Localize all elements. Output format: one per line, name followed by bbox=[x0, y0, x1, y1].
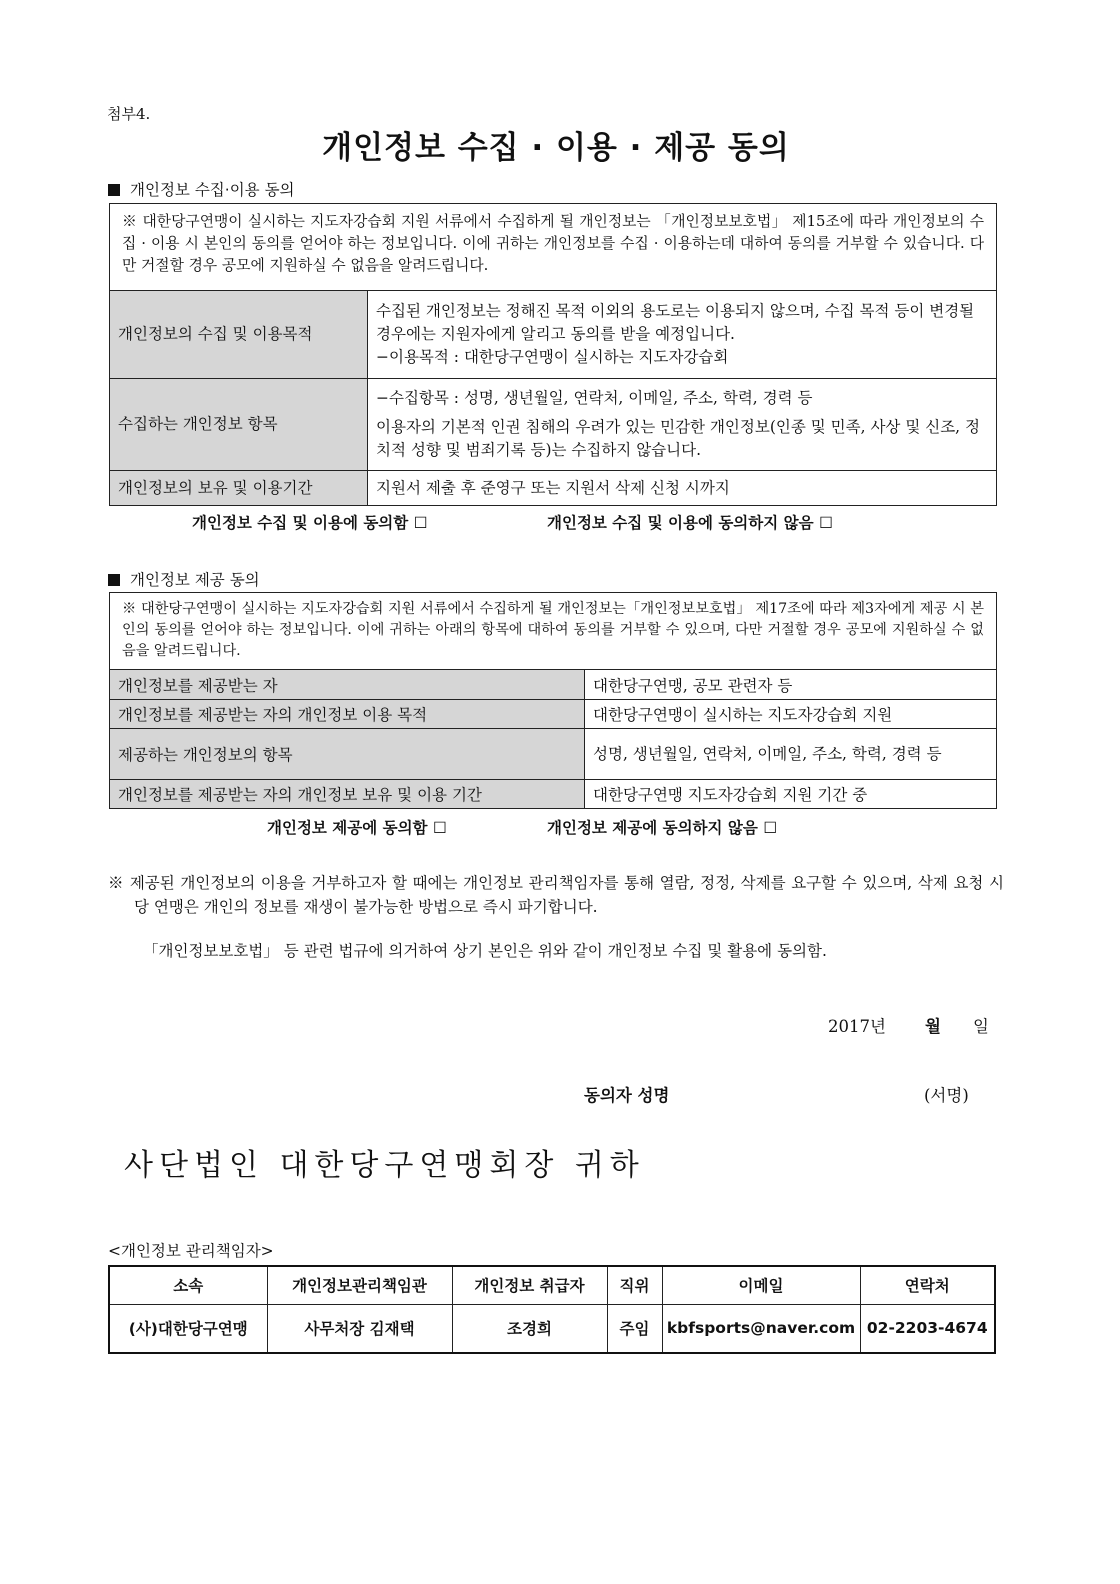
notice-text: ※ 제공된 개인정보의 이용을 거부하고자 할 때에는 개인정보 관리책임자를 통해 열람, 정정, 삭제를 요구할 수 있으며, 삭제 요청 시 당 연맹은 개인의 정보를 재생이 불가능한 방법으로 즉시 파기합니다. bbox=[108, 874, 1004, 916]
section1-disagree-checkbox[interactable]: 개인정보 수집 및 이용에 동의하지 않음 ☐ bbox=[547, 514, 833, 532]
section1-table bbox=[109, 290, 997, 506]
row-label: 개인정보를 제공받는 자의 개인정보 이용 목적 bbox=[110, 700, 585, 729]
row-label: 제공하는 개인정보의 항목 bbox=[110, 729, 585, 780]
section2-table bbox=[109, 669, 997, 809]
signer-label: 동의자 성명 bbox=[584, 1086, 670, 1105]
section1-heading bbox=[108, 178, 295, 200]
row-label: 개인정보를 제공받는 자 bbox=[110, 670, 585, 700]
position-cell: 주임 bbox=[607, 1304, 662, 1353]
table-row bbox=[110, 780, 997, 809]
row-label: 개인정보의 수집 및 이용목적 bbox=[110, 291, 368, 379]
section2-note-box bbox=[109, 592, 997, 670]
purpose-text: 수집된 개인정보는 정해진 목적 이외의 용도로는 이용되지 않으며, 수집 목적 등이 변경될 경우에는 지원자에게 알리고 동의를 받을 예정입니다. bbox=[376, 302, 975, 343]
row-value bbox=[368, 291, 997, 379]
table-row bbox=[110, 729, 997, 780]
table-row bbox=[110, 291, 997, 379]
section1-agree-checkbox[interactable]: 개인정보 수집 및 이용에 동의함 ☐ bbox=[192, 514, 428, 532]
header-cell: 이메일 bbox=[662, 1266, 860, 1304]
header-cell: 소속 bbox=[109, 1266, 267, 1304]
row-label: 개인정보를 제공받는 자의 개인정보 보유 및 이용 기간 bbox=[110, 780, 585, 809]
section1-note: ※ 대한당구연맹이 실시하는 지도자강습회 지원 서류에서 수집하게 될 개인정보는 「개인정보보호법」 제15조에 따라 개인정보의 수집 · 이용 시 본인의 동의를 얻어야 하는 정보입니다. 이에 귀하는 개인정보를 수집 · 이용하는데 대하여 동의를 거부할 수 있습니다. 다만 거절할 경우 공모에 지원하실 수 없음을 알려드립니다. bbox=[122, 213, 984, 274]
officer-cell: 사무처장 김재택 bbox=[267, 1304, 452, 1353]
section1-heading-text: 개인정보 수집·이용 동의 bbox=[130, 181, 295, 199]
row-value: 지원서 제출 후 준영구 또는 지원서 삭제 신청 시까지 bbox=[368, 471, 997, 506]
row-label: 수집하는 개인정보 항목 bbox=[110, 379, 368, 471]
addressee: 사단법인 대한당구연맹회장 귀하 bbox=[124, 1148, 645, 1183]
header-cell: 직위 bbox=[607, 1266, 662, 1304]
table-row bbox=[110, 700, 997, 729]
page-title: 개인정보 수집 · 이용 · 제공 동의 bbox=[322, 130, 790, 166]
section2-note: ※ 대한당구연맹이 실시하는 지도자강습회 지원 서류에서 수집하게 될 개인정보는「개인정보보호법」 제17조에 따라 제3자에게 제공 시 본인의 동의를 얻어야 하는 정보입니다. 이에 귀하는 아래의 항목에 대하여 동의를 거부할 수 있으며, 다만 거절할 경우 공모에 지원하실 수 없음을 알려드립니다. bbox=[122, 601, 984, 659]
table-row bbox=[110, 471, 997, 506]
phone-cell: 02-2203-4674 bbox=[860, 1304, 995, 1353]
table-header-row bbox=[109, 1266, 995, 1304]
consent-statement: 「개인정보보호법」 등 관련 법규에 의거하여 상기 본인은 위와 같이 개인정보 수집 및 활용에 동의함. bbox=[143, 942, 827, 960]
manager-heading: <개인정보 관리책임자> bbox=[108, 1242, 274, 1260]
email-cell: kbfsports@naver.com bbox=[662, 1304, 860, 1353]
row-value: 대한당구연맹 지도자강습회 지원 기간 중 bbox=[585, 780, 997, 809]
row-label: 개인정보의 보유 및 이용기간 bbox=[110, 471, 368, 506]
section2-heading-text: 개인정보 제공 동의 bbox=[130, 571, 260, 589]
header-cell: 개인정보 취급자 bbox=[452, 1266, 607, 1304]
signature-label: (서명) bbox=[924, 1086, 969, 1105]
square-bullet-icon bbox=[108, 574, 120, 586]
row-value: 대한당구연맹이 실시하는 지도자강습회 지원 bbox=[585, 700, 997, 729]
header-cell: 연락처 bbox=[860, 1266, 995, 1304]
section2-disagree-checkbox[interactable]: 개인정보 제공에 동의하지 않음 ☐ bbox=[547, 819, 778, 837]
table-row bbox=[110, 670, 997, 700]
row-value bbox=[368, 379, 997, 471]
row-value: 대한당구연맹, 공모 관련자 등 bbox=[585, 670, 997, 700]
manager-table bbox=[108, 1265, 996, 1354]
section1-note-box bbox=[109, 203, 997, 291]
row-value: 성명, 생년월일, 연락처, 이메일, 주소, 학력, 경력 등 bbox=[585, 729, 997, 780]
date-year: 2017년 bbox=[828, 1017, 886, 1036]
sensitive-info-text: 이용자의 기본적 인권 침해의 우려가 있는 민감한 개인정보(인종 및 민족, 사상 및 신조, 정치적 성향 및 범죄기록 등)는 수집하지 않습니다. bbox=[376, 418, 981, 459]
table-row bbox=[110, 379, 997, 471]
date-month: 월 bbox=[925, 1017, 941, 1036]
table-row bbox=[109, 1304, 995, 1353]
section2-agree-checkbox[interactable]: 개인정보 제공에 동의함 ☐ bbox=[267, 819, 447, 837]
square-bullet-icon bbox=[108, 184, 120, 196]
section2-heading bbox=[108, 568, 260, 590]
attachment-label: 첨부4. bbox=[107, 105, 151, 123]
org-cell: (사)대한당구연맹 bbox=[109, 1304, 267, 1353]
purpose-detail: −이용목적 : 대한당구연맹이 실시하는 지도자강습회 bbox=[376, 348, 729, 366]
handler-cell: 조경희 bbox=[452, 1304, 607, 1353]
items-text: −수집항목 : 성명, 생년월일, 연락처, 이메일, 주소, 학력, 경력 등 bbox=[376, 389, 813, 407]
date-day: 일 bbox=[973, 1017, 989, 1036]
header-cell: 개인정보관리책임관 bbox=[267, 1266, 452, 1304]
